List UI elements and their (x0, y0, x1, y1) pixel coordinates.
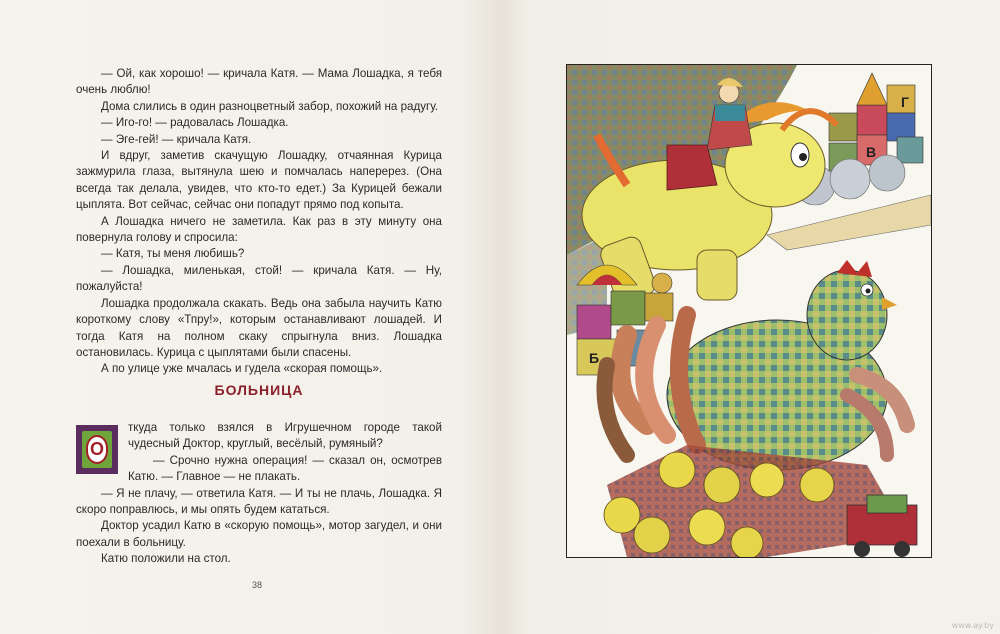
paragraph: Лошадка продолжала скакать. Ведь она забыла научить Катю короткому слову «Тпру!», которым останавливают лошадей. И тогда Катя на полном скаку спрыгнула вниз. Лошадка остановилась. Курица с цыплятами были спасены. (76, 296, 442, 359)
blocks-top (829, 73, 923, 171)
paragraph: И вдруг, заметив скачущую Лошадку, отчаянная Курица зажмурила глаза, вытянула шею и помчалась наперерез. (Она всегда так делала, увидев, что кто-то едет.) За Курицей бежали цыплята. Вот сейчас, сейчас они попадут прямо под копыта. (76, 149, 442, 212)
watermark: www.ay.by (951, 621, 994, 630)
illustration-drawing (567, 65, 931, 557)
paragraph: А по улице уже мчалась и гудела «скорая помощь». (101, 362, 383, 376)
paragraph: — Катя, ты меня любишь? (101, 247, 245, 261)
chapter-text (76, 420, 442, 568)
story-text (76, 66, 442, 378)
paragraph: — Срочно нужна операция! — сказал он, осмотрев Катю. — Главное — не плакать. (128, 453, 442, 484)
right-page (500, 0, 1000, 634)
block-letter: В (866, 144, 877, 160)
page-number: 38 (252, 580, 263, 590)
block-letter: Г (901, 94, 909, 110)
first-paragraph: ткуда только взялся в Игрушечном городе такой чудесный Доктор, круглый, весёлый, румяный? (128, 421, 442, 451)
paragraph: Доктор усадил Катю в «скорую помощь», мотор загудел, и они поехали в больницу. (76, 519, 442, 549)
dropcap-letter: О (86, 435, 108, 464)
paragraph: — Я не плачу, — ответила Катя. — И ты не плачь, Лошадка. Я скоро поправлюсь, и мы опять будем кататься. (76, 486, 442, 517)
paragraph: Катю положили на стол. (101, 552, 231, 566)
chapter-heading: БОЛЬНИЦА (214, 382, 304, 398)
paragraph: Дома слились в один разноцветный забор, похожий на радугу. (101, 99, 439, 113)
paragraph: А Лошадка ничего не заметила. Как раз в эту минуту она повернула голову и спросила: (76, 214, 442, 245)
paragraph: — Иго-го! — радовалась Лошадка. (101, 116, 289, 130)
block-letter: Б (589, 350, 600, 366)
paragraph: — Ой, как хорошо! — кричала Катя. — Мама Лошадка, я тебя очень люблю! (76, 67, 442, 97)
paragraph: — Лошадка, миленькая, стой! — кричала Катя. — Ну, пожалуйста! (76, 263, 442, 294)
illustration-horse-and-hen (566, 64, 932, 558)
paragraph: — Эге-гей! — кричала Катя. (101, 132, 252, 146)
